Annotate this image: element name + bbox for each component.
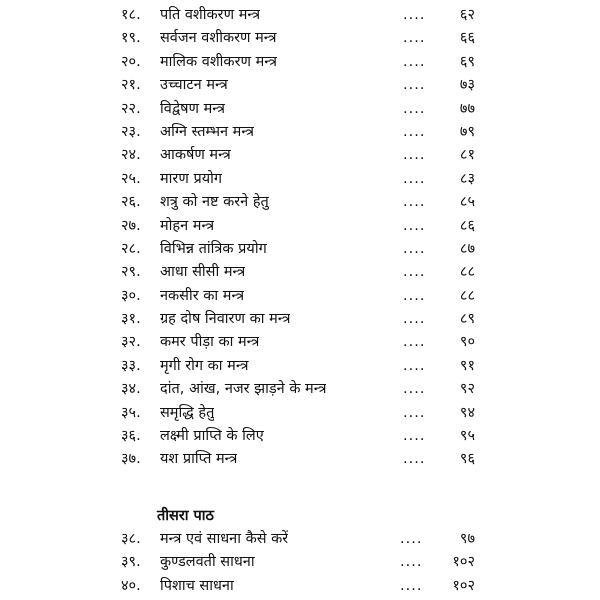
toc-entry xyxy=(0,551,600,574)
entry-leader-dots: .... xyxy=(403,194,426,211)
toc-entry xyxy=(0,74,600,97)
entry-leader-dots: .... xyxy=(400,554,423,571)
entry-number: २६. xyxy=(121,194,141,211)
entry-page-number: ९२ xyxy=(459,381,475,398)
toc-list xyxy=(0,4,600,472)
entry-leader-dots: .... xyxy=(403,357,426,374)
entry-page-number: ७३ xyxy=(459,77,475,94)
entry-title: सर्वजन वशीकरण मन्त्र xyxy=(160,30,277,47)
toc-entry xyxy=(0,355,600,378)
entry-title: मालिक वशीकरण मन्त्र xyxy=(160,53,277,70)
entry-number: २७. xyxy=(121,217,141,234)
entry-page-number: ९४ xyxy=(459,404,475,421)
entry-title: मृगी रोग का मन्त्र xyxy=(160,357,249,374)
entry-page-number: ८८ xyxy=(459,287,475,304)
entry-page-number: ८८ xyxy=(459,264,475,281)
entry-number: २०. xyxy=(121,53,141,70)
toc-entry xyxy=(0,51,600,74)
entry-leader-dots: .... xyxy=(403,311,426,328)
toc-entry xyxy=(0,425,600,448)
entry-title: मन्त्र एवं साधना कैसे करें xyxy=(160,531,289,547)
entry-title: मोहन मन्त्र xyxy=(160,217,215,234)
entry-leader-dots: .... xyxy=(403,147,426,164)
entry-page-number: ८१ xyxy=(459,147,475,164)
entry-number: २८. xyxy=(121,240,141,257)
entry-title: उच्चाटन मन्त्र xyxy=(160,77,228,94)
entry-number: २९. xyxy=(121,264,141,281)
entry-leader-dots: .... xyxy=(403,170,426,187)
entry-title: विद्वेषण मन्त्र xyxy=(160,100,226,117)
entry-title: विभिन्न तांत्रिक प्रयोग xyxy=(160,240,267,257)
entry-page-number: १०२ xyxy=(452,554,475,571)
entry-number: २३. xyxy=(121,123,141,140)
entry-number: ३३. xyxy=(121,357,141,374)
entry-title: ग्रह दोष निवारण का मन्त्र xyxy=(160,311,291,328)
toc-entry xyxy=(0,448,600,471)
entry-title: पिशाच साधना xyxy=(160,577,234,594)
toc-section-list xyxy=(0,528,600,598)
entry-number: ३२. xyxy=(121,334,141,351)
entry-number: ४०. xyxy=(121,577,141,594)
entry-number: १८. xyxy=(121,7,141,23)
toc-entry xyxy=(0,402,600,425)
entry-title: मारण प्रयोग xyxy=(160,170,223,187)
entry-title: पति वशीकरण मन्त्र xyxy=(160,7,261,23)
entry-page-number: ९६ xyxy=(459,451,475,468)
entry-number: २५. xyxy=(121,170,141,187)
toc-entry xyxy=(0,144,600,167)
entry-title: आधा सीसी मन्त्र xyxy=(160,264,246,281)
section-heading: तीसरा पाठ xyxy=(157,508,214,524)
entry-number: ३९. xyxy=(121,554,141,571)
entry-page-number: ८३ xyxy=(459,170,475,187)
entry-number: ३५. xyxy=(121,404,141,421)
toc-entry xyxy=(0,575,600,598)
toc-entry xyxy=(0,27,600,50)
toc-entry xyxy=(0,261,600,284)
entry-leader-dots: .... xyxy=(403,240,426,257)
entry-leader-dots: .... xyxy=(403,123,426,140)
entry-leader-dots: .... xyxy=(400,577,423,594)
entry-page-number: १०२ xyxy=(452,577,475,594)
toc-entry xyxy=(0,528,600,551)
entry-page-number: ९७ xyxy=(459,531,475,547)
entry-title: अग्नि स्तम्भन मन्त्र xyxy=(160,123,255,140)
entry-leader-dots: .... xyxy=(403,381,426,398)
entry-number: ३०. xyxy=(121,287,141,304)
entry-number: ३७. xyxy=(121,451,141,468)
entry-title: दांत, आंख, नजर झाड़ने के मन्त्र xyxy=(160,381,327,398)
entry-title: लक्ष्मी प्राप्ति के लिए xyxy=(160,428,264,445)
toc-entry xyxy=(0,285,600,308)
entry-leader-dots: .... xyxy=(403,100,426,117)
entry-title: कुण्डलवती साधना xyxy=(160,554,255,571)
entry-title: कमर पीड़ा का मन्त्र xyxy=(160,334,260,351)
toc-entry xyxy=(0,168,600,191)
entry-leader-dots: .... xyxy=(403,30,426,47)
entry-page-number: ९५ xyxy=(459,428,475,445)
entry-page-number: ९० xyxy=(459,334,475,351)
entry-number: १९. xyxy=(121,30,141,47)
entry-leader-dots: .... xyxy=(403,287,426,304)
toc-entry xyxy=(0,4,600,27)
entry-leader-dots: .... xyxy=(400,531,423,547)
entry-title: आकर्षण मन्त्र xyxy=(160,147,231,164)
entry-page-number: ८९ xyxy=(459,311,475,328)
entry-page-number: ८५ xyxy=(459,194,475,211)
entry-leader-dots: .... xyxy=(403,7,426,23)
toc-entry xyxy=(0,308,600,331)
toc-entry xyxy=(0,238,600,261)
entry-leader-dots: .... xyxy=(403,451,426,468)
entry-title: समृद्धि हेतु xyxy=(160,404,215,421)
entry-leader-dots: .... xyxy=(403,404,426,421)
entry-number: २२. xyxy=(121,100,141,117)
entry-page-number: ७९ xyxy=(459,123,475,140)
entry-leader-dots: .... xyxy=(403,77,426,94)
toc-entry xyxy=(0,331,600,354)
entry-leader-dots: .... xyxy=(403,53,426,70)
entry-number: ३१. xyxy=(121,311,141,328)
entry-number: ३६. xyxy=(121,428,141,445)
entry-number: २४. xyxy=(121,147,141,164)
entry-leader-dots: .... xyxy=(403,264,426,281)
entry-title: यश प्राप्ति मन्त्र xyxy=(160,451,238,468)
entry-page-number: ६६ xyxy=(459,30,475,47)
entry-page-number: ८७ xyxy=(459,240,475,257)
toc-entry xyxy=(0,215,600,238)
entry-page-number: ९१ xyxy=(459,357,475,374)
entry-number: ३८. xyxy=(121,531,141,547)
toc-entry xyxy=(0,191,600,214)
entry-page-number: ७७ xyxy=(459,100,475,117)
entry-leader-dots: .... xyxy=(403,334,426,351)
entry-leader-dots: .... xyxy=(403,428,426,445)
entry-title: नकसीर का मन्त्र xyxy=(160,287,245,304)
entry-number: ३४. xyxy=(121,381,141,398)
entry-leader-dots: .... xyxy=(403,217,426,234)
entry-number: २१. xyxy=(121,77,141,94)
entry-page-number: ६२ xyxy=(459,7,475,23)
toc-entry xyxy=(0,121,600,144)
entry-title: शत्रु को नष्ट करने हेतु xyxy=(160,194,269,211)
toc-entry xyxy=(0,378,600,401)
entry-page-number: ८६ xyxy=(459,217,475,234)
entry-page-number: ६९ xyxy=(459,53,475,70)
toc-entry xyxy=(0,98,600,121)
